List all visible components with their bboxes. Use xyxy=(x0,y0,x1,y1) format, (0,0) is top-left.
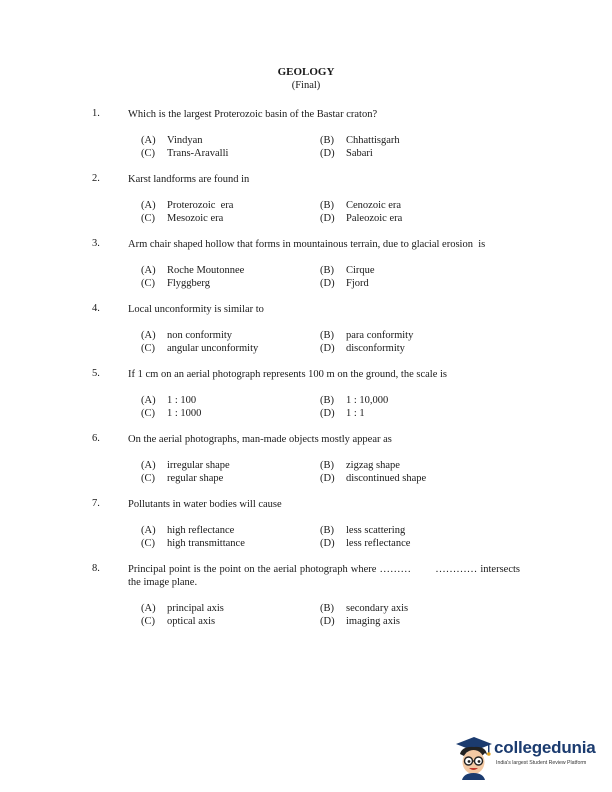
option-b: (B) secondary axis xyxy=(320,603,409,614)
option-d: (D) Paleozoic era xyxy=(320,213,403,224)
question-number: 7. xyxy=(92,498,100,509)
option-d: (D) discontinued shape xyxy=(320,473,427,484)
option-b: (B) zigzag shape xyxy=(320,460,400,471)
option-a: (A) 1 : 100 xyxy=(141,395,197,406)
option-c: (C) high transmittance xyxy=(141,538,245,549)
option-a: (A) Proterozoic era xyxy=(141,200,234,211)
graduate-mascot-icon xyxy=(452,734,494,780)
option-d: (D) Fjord xyxy=(320,278,369,289)
option-b: (B) Cirque xyxy=(320,265,375,276)
option-d: (D) less reflectance xyxy=(320,538,411,549)
option-c: (C) Flyggberg xyxy=(141,278,210,289)
logo-tagline: India's largest Student Review Platform xyxy=(496,760,587,766)
question-number: 3. xyxy=(92,238,100,249)
question-number: 2. xyxy=(92,173,100,184)
option-a: (A) irregular shape xyxy=(141,460,230,471)
option-c: (C) optical axis xyxy=(141,616,216,627)
option-c: (C) angular unconformity xyxy=(141,343,259,354)
question-number: 5. xyxy=(92,368,100,379)
option-a: (A) Vindyan xyxy=(141,135,203,146)
logo-brand-text: collegedunia xyxy=(494,738,596,757)
option-a: (A) principal axis xyxy=(141,603,224,614)
page-subtitle: (Final) xyxy=(291,80,321,91)
question-text: Which is the largest Proterozoic basin of the Bastar craton? xyxy=(128,109,378,120)
question-text: Karst landforms are found in xyxy=(128,174,250,185)
question-number: 8. xyxy=(92,563,100,574)
question-number: 4. xyxy=(92,303,100,314)
question-text: On the aerial photographs, man-made objects mostly appear as xyxy=(128,434,392,445)
option-c: (C) 1 : 1000 xyxy=(141,408,202,419)
option-b: (B) Cenozoic era xyxy=(320,200,402,211)
option-a: (A) non conformity xyxy=(141,330,233,341)
question-text: If 1 cm on an aerial photograph represents 100 m on the ground, the scale is xyxy=(128,369,447,380)
page-title: GEOLOGY xyxy=(277,66,335,78)
option-b: (B) para conformity xyxy=(320,330,414,341)
page-header xyxy=(0,66,612,92)
option-d: (D) 1 : 1 xyxy=(320,408,365,419)
question-number: 6. xyxy=(92,433,100,444)
option-c: (C) regular shape xyxy=(141,473,224,484)
collegedunia-logo xyxy=(452,734,600,782)
question-text: Pollutants in water bodies will cause xyxy=(128,499,282,510)
option-a: (A) Roche Moutonnee xyxy=(141,265,245,276)
question-number: 1. xyxy=(92,108,100,119)
question-text: Arm chair shaped hollow that forms in mountainous terrain, due to glacial erosion is xyxy=(128,239,486,250)
question-text: Local unconformity is similar to xyxy=(128,304,264,315)
option-d: (D) imaging axis xyxy=(320,616,400,627)
option-a: (A) high reflectance xyxy=(141,525,235,536)
question-text: Principal point is the point on the aerial photograph where ……… ………… intersects the image plane. xyxy=(128,564,523,588)
option-d: (D) disconformity xyxy=(320,343,405,354)
option-b: (B) Chhattisgarh xyxy=(320,135,400,146)
option-b: (B) 1 : 10,000 xyxy=(320,395,389,406)
option-c: (C) Mesozoic era xyxy=(141,213,224,224)
option-c: (C) Trans-Aravalli xyxy=(141,148,229,159)
option-b: (B) less scattering xyxy=(320,525,406,536)
option-d: (D) Sabari xyxy=(320,148,373,159)
